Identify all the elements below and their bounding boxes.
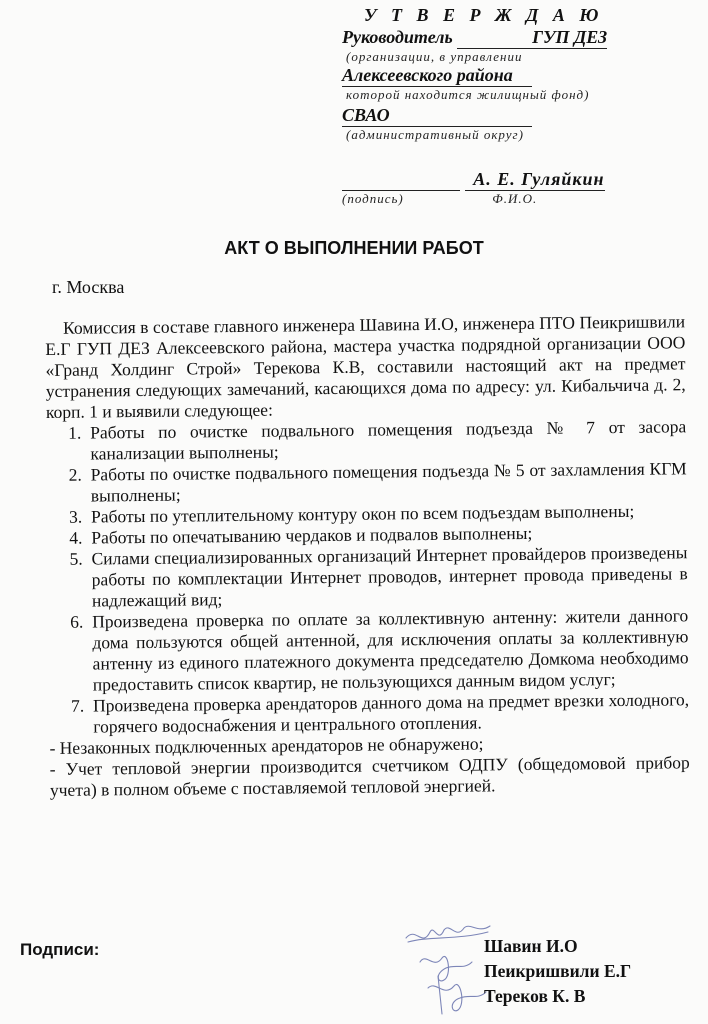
finding-text: Работы по опечатыванию чердаков и подвалов выполнены; xyxy=(91,522,533,548)
approval-signer-line xyxy=(342,168,642,191)
approval-region xyxy=(342,104,642,127)
approval-org-text: ГУП ДЕЗ xyxy=(532,27,608,47)
finding-dash-2: - Учет тепловой энергии производится счетчиком ОДПУ (общедомовой прибор учета) в полном объеме с поставляемой тепловой энергией. xyxy=(49,752,690,800)
approval-org-hint: (организации, в управлении xyxy=(346,49,523,64)
act-title: АКТ О ВЫПОЛНЕНИИ РАБОТ xyxy=(224,238,484,258)
act-body xyxy=(45,311,690,801)
finding-text: Произведена проверка по оплате за коллективную антенну: жители данного дома пользуются общей антенной, для исключения оплаты за коллективную антенну из единого платежного документа председателю Домкома необходимо предоставить список квартир, не пользующихся данным видом услуг; xyxy=(92,605,689,695)
approval-sign-underline xyxy=(342,168,460,191)
finding-number: 7. xyxy=(70,695,85,716)
finding-item xyxy=(48,605,689,696)
finding-number: 4. xyxy=(69,527,83,548)
findings-list xyxy=(46,416,689,738)
finding-number: 5. xyxy=(69,548,83,569)
finding-item xyxy=(47,542,688,612)
finding-dash-1: - Незаконных подключенных арендаторов не обнаружено; xyxy=(49,733,484,758)
finding-text: Силами специализированных организаций Интернет провайдеров произведены работы по комплектации Интернет проводов, интернет провода приведены в надлежащий вид; xyxy=(91,542,688,611)
approval-block xyxy=(342,4,642,206)
city: г. Москва xyxy=(52,277,125,297)
signatures-label: Подписи: xyxy=(20,940,100,959)
finding-item xyxy=(46,416,686,465)
finding-text: Произведена проверка арендаторов данного дома на предмет врезки холодного, горячего водоснабжения и центрального отопления. xyxy=(92,689,690,737)
signers-list xyxy=(484,934,631,1009)
approval-district xyxy=(342,64,642,87)
approval-sign-hint: (подпись) xyxy=(342,191,404,206)
approval-sign-hints xyxy=(342,191,642,206)
finding-number: 1. xyxy=(68,422,82,443)
act-intro: Комиссия в составе главного инженера Шавина И.О, инженера ПТО Пеикришвили Е.Г ГУП ДЕЗ Алексеевского района, мастера участка подрядной организации ООО «Гранд Холдинг Строй» Терекова К.В, составили настоящий акт на предмет устранения следующих замечаний, касающихся дома по адресу: ул. Кибальчича д. 2, корп. 1 и выявили следующее: xyxy=(45,311,686,422)
approval-region-text: СВАО xyxy=(342,104,532,127)
approval-role: Руководитель xyxy=(342,27,453,47)
approval-role-line xyxy=(342,26,642,49)
approval-region-hint: (административный округ) xyxy=(346,127,524,142)
finding-text: Работы по очистке подвального помещения подъезда № 5 от захламления КГМ выполнены; xyxy=(90,458,687,506)
finding-text: Работы по очистке подвального помещения подъезда № 7 от засора канализации выполнены; xyxy=(90,416,687,464)
approval-heading: У Т В Е Р Ж Д А Ю xyxy=(364,5,604,25)
signer-2: Пеикришвили Е.Г xyxy=(484,961,632,981)
finding-item xyxy=(47,458,687,507)
signer-1: Шавин И.О xyxy=(484,936,578,956)
approval-district-hint: которой находится жилищный фонд) xyxy=(346,87,590,102)
handwritten-signature-icon xyxy=(398,918,498,1018)
finding-text: Работы по утеплительному контуру окон по всем подъездам выполнены; xyxy=(90,500,635,527)
finding-item xyxy=(49,689,689,738)
signer-3: Тереков К. В xyxy=(484,986,586,1006)
approval-signer: А. Е. Гуляйкин xyxy=(465,168,605,191)
finding-number: 3. xyxy=(68,506,83,527)
approval-org xyxy=(457,26,607,49)
approval-district-text: Алексеевского района xyxy=(342,64,532,87)
finding-number: 2. xyxy=(68,464,82,485)
finding-number: 6. xyxy=(70,611,84,632)
approval-fio-hint: Ф.И.О. xyxy=(492,191,538,206)
